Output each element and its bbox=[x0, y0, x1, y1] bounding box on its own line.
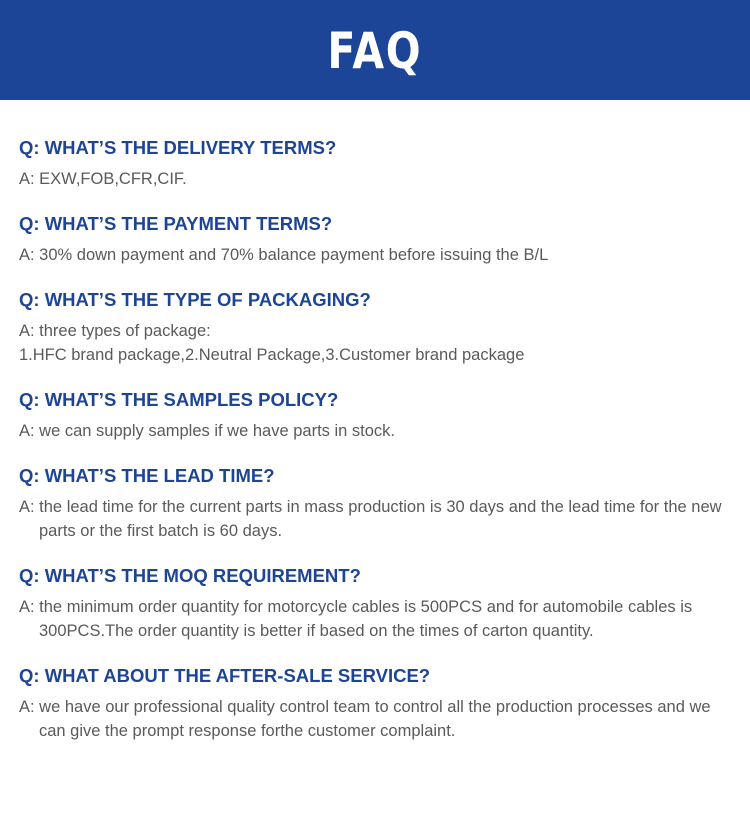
faq-answer bbox=[19, 695, 741, 743]
faq-answer bbox=[19, 495, 741, 543]
faq-list bbox=[0, 100, 741, 743]
faq-question: Q: WHAT’S THE MOQ REQUIREMENT? bbox=[19, 565, 361, 586]
page-title: FAQ bbox=[327, 22, 423, 80]
faq-answer-line: A: the lead time for the current parts in mass production is 30 days and the lead time for the new parts or the first batch is 60 days. bbox=[19, 498, 722, 540]
faq-answer-line: A: we have our professional quality control team to control all the production processes and we can give the prompt response forthe customer complaint. bbox=[19, 698, 711, 740]
faq-item-after-sale-service bbox=[19, 664, 741, 743]
faq-question: Q: WHAT’S THE DELIVERY TERMS? bbox=[19, 137, 337, 158]
faq-item-lead-time bbox=[19, 464, 741, 543]
faq-answer-line: A: three types of package: bbox=[19, 322, 211, 340]
faq-question: Q: WHAT’S THE SAMPLES POLICY? bbox=[19, 389, 339, 410]
faq-question: Q: WHAT’S THE PAYMENT TERMS? bbox=[19, 213, 333, 234]
faq-item-payment-terms bbox=[19, 212, 741, 267]
faq-item-moq-requirement bbox=[19, 564, 741, 643]
faq-answer bbox=[19, 319, 741, 367]
faq-answer-line: A: the minimum order quantity for motorcycle cables is 500PCS and for automobile cables is 300PCS.The order quantity is better if based on the times of carton quantity. bbox=[19, 598, 693, 640]
faq-item-samples-policy bbox=[19, 388, 741, 443]
faq-question: Q: WHAT ABOUT THE AFTER-SALE SERVICE? bbox=[19, 665, 431, 686]
faq-header-banner bbox=[0, 0, 750, 100]
faq-answer bbox=[19, 419, 741, 443]
faq-item-packaging bbox=[19, 288, 741, 367]
faq-question: Q: WHAT’S THE LEAD TIME? bbox=[19, 465, 275, 486]
faq-answer-line: A: EXW,FOB,CFR,CIF. bbox=[19, 170, 187, 188]
faq-answer-line: A: we can supply samples if we have parts in stock. bbox=[19, 422, 396, 440]
faq-answer-line: 1.HFC brand package,2.Neutral Package,3.Customer brand package bbox=[19, 346, 525, 364]
faq-answer bbox=[19, 243, 741, 267]
faq-answer bbox=[19, 595, 741, 643]
faq-item-delivery-terms bbox=[19, 136, 741, 191]
faq-question: Q: WHAT’S THE TYPE OF PACKAGING? bbox=[19, 289, 371, 310]
faq-answer bbox=[19, 167, 741, 191]
faq-answer-line: A: 30% down payment and 70% balance payment before issuing the B/L bbox=[19, 246, 549, 264]
